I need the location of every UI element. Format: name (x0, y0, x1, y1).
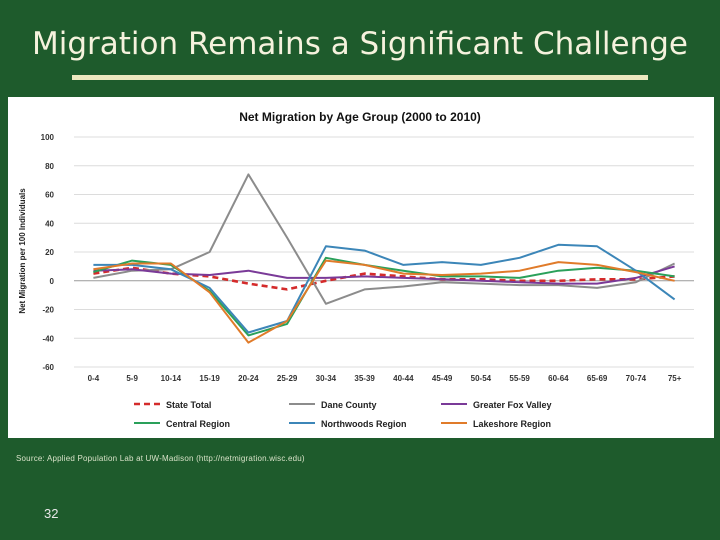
x-tick-label: 50-54 (470, 374, 492, 383)
grid-lines (74, 137, 694, 367)
y-tick-label: 80 (45, 161, 54, 171)
source-note: Source: Applied Population Lab at UW-Madison (http://netmigration.wisc.edu) (16, 454, 305, 463)
x-tick-label: 35-39 (354, 374, 375, 383)
x-tick-label: 40-44 (393, 374, 414, 383)
y-tick-label: -20 (42, 305, 54, 315)
y-tick-labels (41, 133, 55, 372)
series-lines (93, 174, 674, 342)
y-tick-label: 100 (40, 133, 54, 142)
x-tick-label: 65-69 (586, 374, 608, 383)
y-tick-label: -60 (42, 363, 54, 372)
x-tick-label: 30-34 (315, 374, 337, 383)
x-tick-label: 10-14 (160, 374, 182, 383)
y-tick-label: 20 (45, 248, 54, 257)
x-tick-label: 25-29 (276, 374, 298, 383)
legend-label: State Total (166, 400, 212, 410)
x-tick-label: 15-19 (199, 374, 220, 383)
line-chart (8, 97, 714, 438)
x-tick-label: 75+ (667, 374, 682, 383)
legend-label: Dane County (321, 400, 377, 410)
x-tick-labels (88, 374, 682, 383)
x-tick-label: 55-59 (509, 374, 530, 383)
legend (134, 400, 552, 429)
legend-label: Central Region (166, 419, 231, 429)
x-tick-label: 20-24 (238, 374, 259, 383)
y-axis-label: Net Migration per 100 Individuals (18, 188, 27, 314)
x-tick-label: 70-74 (625, 374, 647, 383)
y-tick-label: 0 (49, 276, 54, 286)
title-rule (72, 75, 648, 80)
x-tick-label: 5-9 (126, 374, 138, 383)
x-tick-label: 60-64 (548, 374, 569, 383)
legend-label: Northwoods Region (321, 419, 407, 429)
y-tick-label: 60 (45, 190, 54, 200)
x-tick-label: 45-49 (431, 374, 453, 383)
legend-label: Lakeshore Region (473, 419, 552, 429)
legend-label: Greater Fox Valley (473, 400, 552, 410)
slide-title: Migration Remains a Significant Challenge (32, 26, 688, 62)
x-tick-label: 0-4 (87, 374, 100, 383)
chart-panel (8, 97, 714, 438)
chart-title: Net Migration by Age Group (2000 to 2010) (239, 110, 481, 124)
y-tick-label: 40 (45, 219, 54, 229)
page-number: 32 (44, 506, 59, 521)
y-tick-label: -40 (42, 334, 54, 344)
